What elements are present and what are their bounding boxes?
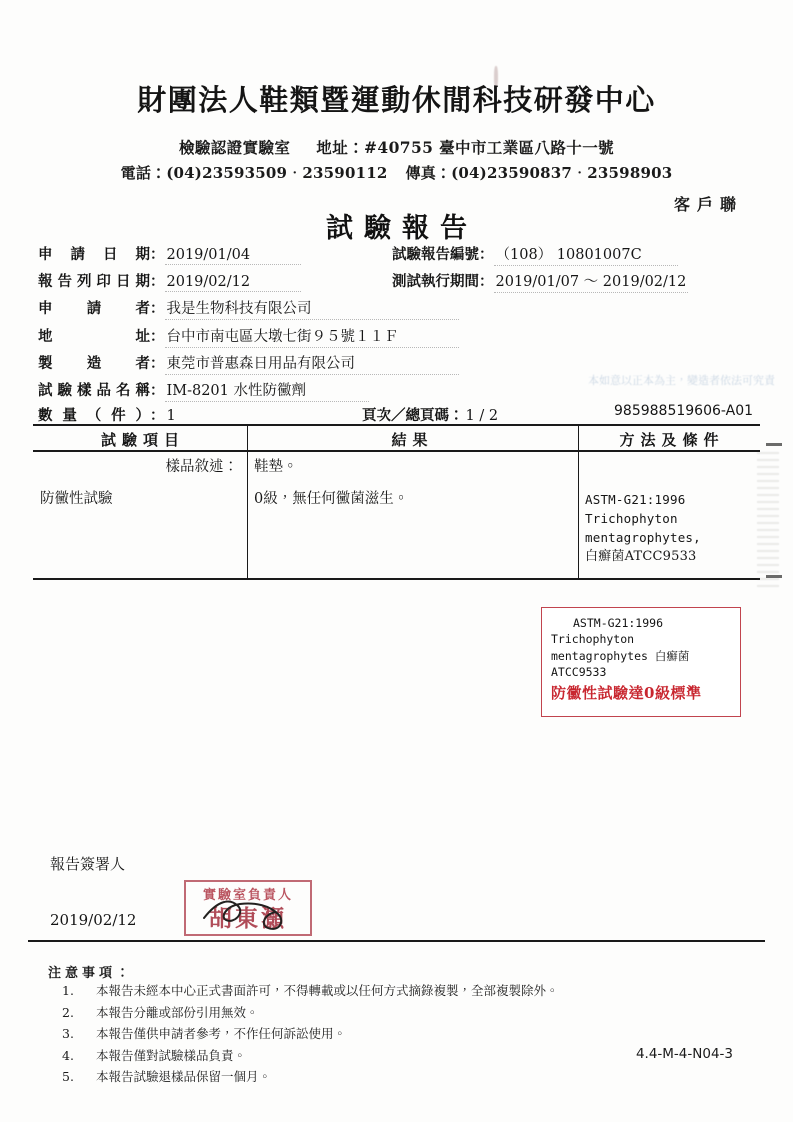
note-text: 本報告分離或部份引用無效。: [96, 1004, 259, 1020]
laboratory-address: #40755 臺中市工業區八路十一號: [364, 138, 615, 157]
note-number: 3.: [62, 1026, 74, 1041]
note-item: [62, 1066, 559, 1088]
table-top-border: [33, 424, 760, 426]
note-number: 2.: [62, 1004, 74, 1020]
method-line-1: ASTM-G21:1996: [585, 492, 686, 507]
table-header-method: 方法及條件: [619, 431, 725, 449]
print-date-value: 2019/02/12: [165, 274, 301, 292]
address-label: 地址：: [316, 138, 364, 157]
note-number: 4.: [62, 1047, 74, 1063]
blue-stamp-artifact: 本如意以正本為主，變造者依法可究責: [588, 374, 775, 387]
applicant-address-label: 地址: [38, 328, 150, 345]
applicant-address-value: 台中市南屯區大墩七街９５號１１Ｆ: [165, 325, 459, 348]
page-title: 試驗報告: [326, 213, 478, 244]
highlight-line-4: ATCC9533: [551, 664, 607, 679]
field-report-number: 試驗報告編號： （108） 10801007C: [392, 243, 678, 266]
note-text: 本報告僅供申請者參考，不作任何訴訟使用。: [96, 1026, 347, 1041]
field-print-date: 報告列印日期： 2019/02/12: [38, 270, 301, 292]
telephone-number: (04)23593509‧23590112: [166, 164, 388, 182]
sample-description-value: 鞋墊。: [254, 459, 298, 475]
signature-separator-rule: [28, 940, 765, 942]
sample-name-value: IM-8201 水性防黴劑: [165, 379, 369, 402]
sample-description-label: 樣品敘述：: [165, 459, 238, 475]
footer-document-code: 4.4-M-4-N04-3: [635, 1046, 733, 1062]
signature-date: 2019/02/12: [50, 911, 137, 929]
field-sample-name: 試驗樣品名稱： IM-8201 水性防黴劑: [38, 379, 369, 402]
note-text: 本報告僅對試驗樣品負責。: [96, 1047, 247, 1063]
field-address: 地址： 台中市南屯區大墩七街９５號１１Ｆ: [38, 325, 459, 348]
scan-edge-smudge: [757, 452, 779, 592]
notes-list: [62, 980, 559, 1088]
highlight-line-3: mentagrophytes 白癬菌: [551, 648, 690, 663]
table-header-result-text: 結果: [391, 431, 434, 449]
quantity-label: 數量（件）: [38, 407, 150, 424]
test-period-label: 測試執行期間: [392, 273, 479, 290]
test-method-conditions: [585, 490, 701, 567]
scan-edge-tick-top: [766, 443, 782, 446]
highlight-line-2: Trichophyton: [551, 632, 635, 647]
note-number: 1.: [62, 983, 74, 998]
table-bottom-border: [33, 578, 760, 580]
stamp-signatory-name: 胡東灝: [209, 905, 287, 932]
stamp-title: 實驗室負責人: [202, 888, 293, 903]
page-number-value: 1 / 2: [465, 408, 499, 424]
customer-copy-label: 客戶聯: [673, 195, 743, 214]
manufacturer-label: 製造者: [38, 355, 150, 372]
method-line-4: 白癬菌ATCC9533: [585, 549, 697, 564]
manufacturer-value: 東莞市普惠森日用品有限公司: [165, 352, 459, 375]
field-manufacturer: 製造者： 東莞市普惠森日用品有限公司: [38, 352, 459, 375]
signatory-label: 報告簽署人: [50, 855, 126, 873]
contact-line: [0, 162, 793, 183]
highlight-line-1: ASTM-G21:1996: [573, 616, 664, 630]
table-header-border: [33, 450, 760, 452]
method-line-2: Trichophyton: [585, 511, 678, 526]
sample-name-label: 試驗樣品名稱: [38, 382, 150, 399]
report-number-label: 試驗報告編號: [392, 246, 479, 263]
table-header-item: 試驗項目: [100, 431, 185, 449]
apply-date-value: 2019/01/04: [165, 247, 301, 265]
note-text: 本報告試驗退樣品保留一個月。: [96, 1069, 272, 1084]
note-item: [62, 1002, 559, 1024]
laboratory-address-line: [0, 136, 793, 158]
field-applicant: 申請者： 我是生物科技有限公司: [38, 297, 459, 320]
print-date-label: 報告列印日期: [38, 273, 150, 290]
report-number-value: （108） 10801007C: [494, 243, 678, 266]
serial-number: 985988519606-A01: [614, 403, 754, 419]
test-item-name: 防黴性試驗: [40, 491, 113, 507]
notes-title: 注意事項：: [48, 966, 134, 981]
fax-number: (04)23590837‧23598903: [451, 164, 673, 182]
field-quantity: 數量（件）： 1: [38, 404, 307, 426]
fax-label: 傳真：: [405, 164, 452, 182]
telephone-label: 電話：: [120, 164, 167, 182]
page-number-label: 頁次／總頁碼：: [362, 407, 464, 424]
official-stamp: [184, 880, 312, 936]
field-page-number: [362, 404, 500, 425]
applicant-value: 我是生物科技有限公司: [165, 297, 459, 320]
test-period-value: 2019/01/07 ～ 2019/02/12: [494, 270, 689, 293]
organization-title: 財團法人鞋類暨運動休閒科技研發中心: [137, 83, 656, 117]
highlight-conclusion: 防黴性試驗達0級標準: [551, 684, 702, 703]
applicant-label: 申請者: [38, 300, 150, 317]
note-number: 5.: [62, 1069, 74, 1084]
method-highlight-box: [541, 607, 741, 717]
note-item: [62, 1023, 559, 1045]
field-apply-date: 申請日期： 2019/01/04: [38, 243, 301, 265]
note-item: [62, 1045, 559, 1067]
field-test-period: 測試執行期間： 2019/01/07 ～ 2019/02/12: [392, 270, 688, 293]
scan-edge-tick-bottom: [766, 575, 782, 578]
table-header-result: [247, 429, 578, 450]
test-result-value: 0級，無任何黴菌滋生。: [254, 491, 409, 507]
note-text: 本報告未經本中心正式書面許可，不得轉載或以任何方式摘錄複製，全部複製除外。: [96, 983, 559, 998]
apply-date-label: 申請日期: [38, 246, 150, 263]
note-item: [62, 980, 559, 1002]
method-line-3: mentagrophytes,: [585, 530, 701, 545]
laboratory-name: 檢驗認證實驗室: [178, 138, 291, 157]
quantity-value: 1: [165, 408, 307, 426]
